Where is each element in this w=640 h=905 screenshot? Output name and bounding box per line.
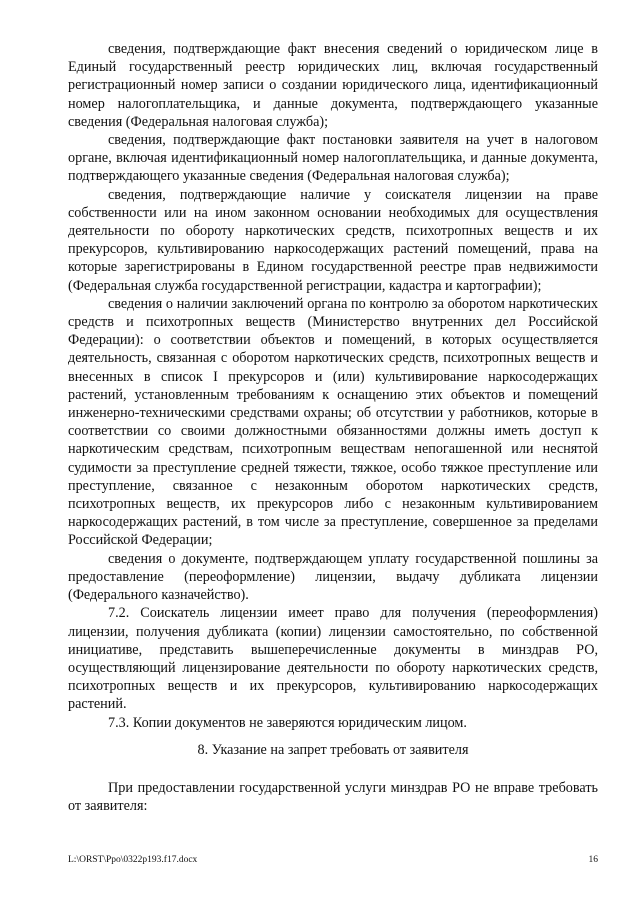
- paragraph-egrul-info: сведения, подтверждающие факт внесения сведений о юридическом лице в Единый государственный реестр юридических лиц, включая государственный регистрационный номер записи о создании юридического лица, идентификационный номер налогоплательщика, и данные документа, подтверждающего указанные сведения (Федеральная налоговая служба);: [68, 41, 598, 130]
- footer-page-number: 16: [588, 855, 598, 865]
- paragraph-7-2: 7.2. Соискатель лицензии имеет право для получения (переоформления) лицензии, получения дубликата (копии) лицензии самостоятельно, по собственной инициативе, представить вышеперечисленные документы в минздрав РО, осуществляющий лицензирование деятельности по обороту наркотических средств, психотропных веществ и их прекурсоров, культивированию наркосодержащих растений.: [68, 605, 598, 713]
- paragraph-prohibition: При предоставлении государственной услуги минздрав РО не вправе требовать от заявителя:: [68, 779, 598, 815]
- paragraph-state-fee: сведения о документе, подтверждающем уплату государственной пошлины за предоставление (переоформление) лицензии, выдачу дубликата лицензии (Федерального казначейство).: [68, 550, 598, 604]
- paragraph-tax-registration: сведения, подтверждающие факт постановки заявителя на учет в налоговом органе, включая идентификационный номер налогоплательщика, и данные документа, подтверждающего указанные сведения (Федеральная налоговая служба);: [68, 132, 598, 185]
- footer-file-path: L:\ORST\Ppo\0322p193.f17.docx: [68, 855, 198, 865]
- paragraph-7-3: 7.3. Копии документов не заверяются юридическим лицом.: [108, 714, 467, 731]
- section-heading: 8. Указание на запрет требовать от заявителя: [197, 741, 469, 758]
- paragraph-property-rights: сведения, подтверждающие наличие у соискателя лицензии на праве собственности или на ином законном основании необходимых для осуществления деятельности по обороту наркотических средств, психотропных веществ и их прекурсоров, культивированию наркосодержащих растений помещений, права на которые зарегистрированы в Едином государственной реестре прав недвижимости (Федеральная служба государственной регистрации, кадастра и картографии);: [68, 186, 598, 294]
- document-page: [68, 40, 598, 815]
- page-footer: [68, 854, 598, 866]
- paragraph-police-conclusions: сведения о наличии заключений органа по контролю за оборотом наркотических средств и психотропных веществ (Министерство внутренних дел Российской Федерации): о соответствии объектов и помещений, в которых осуществляется деятельность, связанная с оборотом наркотических средств, психотропных веществ и внесенных в список I прекурсоров и (или) культивирование наркосодержащих растений, установленным требованиям к оснащению этих объектов и помещений инженерно-техническими средствами охраны; об отсутствии у работников, которые в соответствии со своими должностными обязанностями должны иметь доступ к наркотическим средствам, психотропным веществам непогашенной или неснятой судимости за преступление средней тяжести, тяжкое, особо тяжкое преступление или преступление, связанное с незаконным оборотом наркотических средств, психотропных веществ, их прекурсоров либо с незаконным культивированием наркосодержащих растений, в том числе за преступление, совершенное за пределами Российской Федерации;: [68, 295, 598, 549]
